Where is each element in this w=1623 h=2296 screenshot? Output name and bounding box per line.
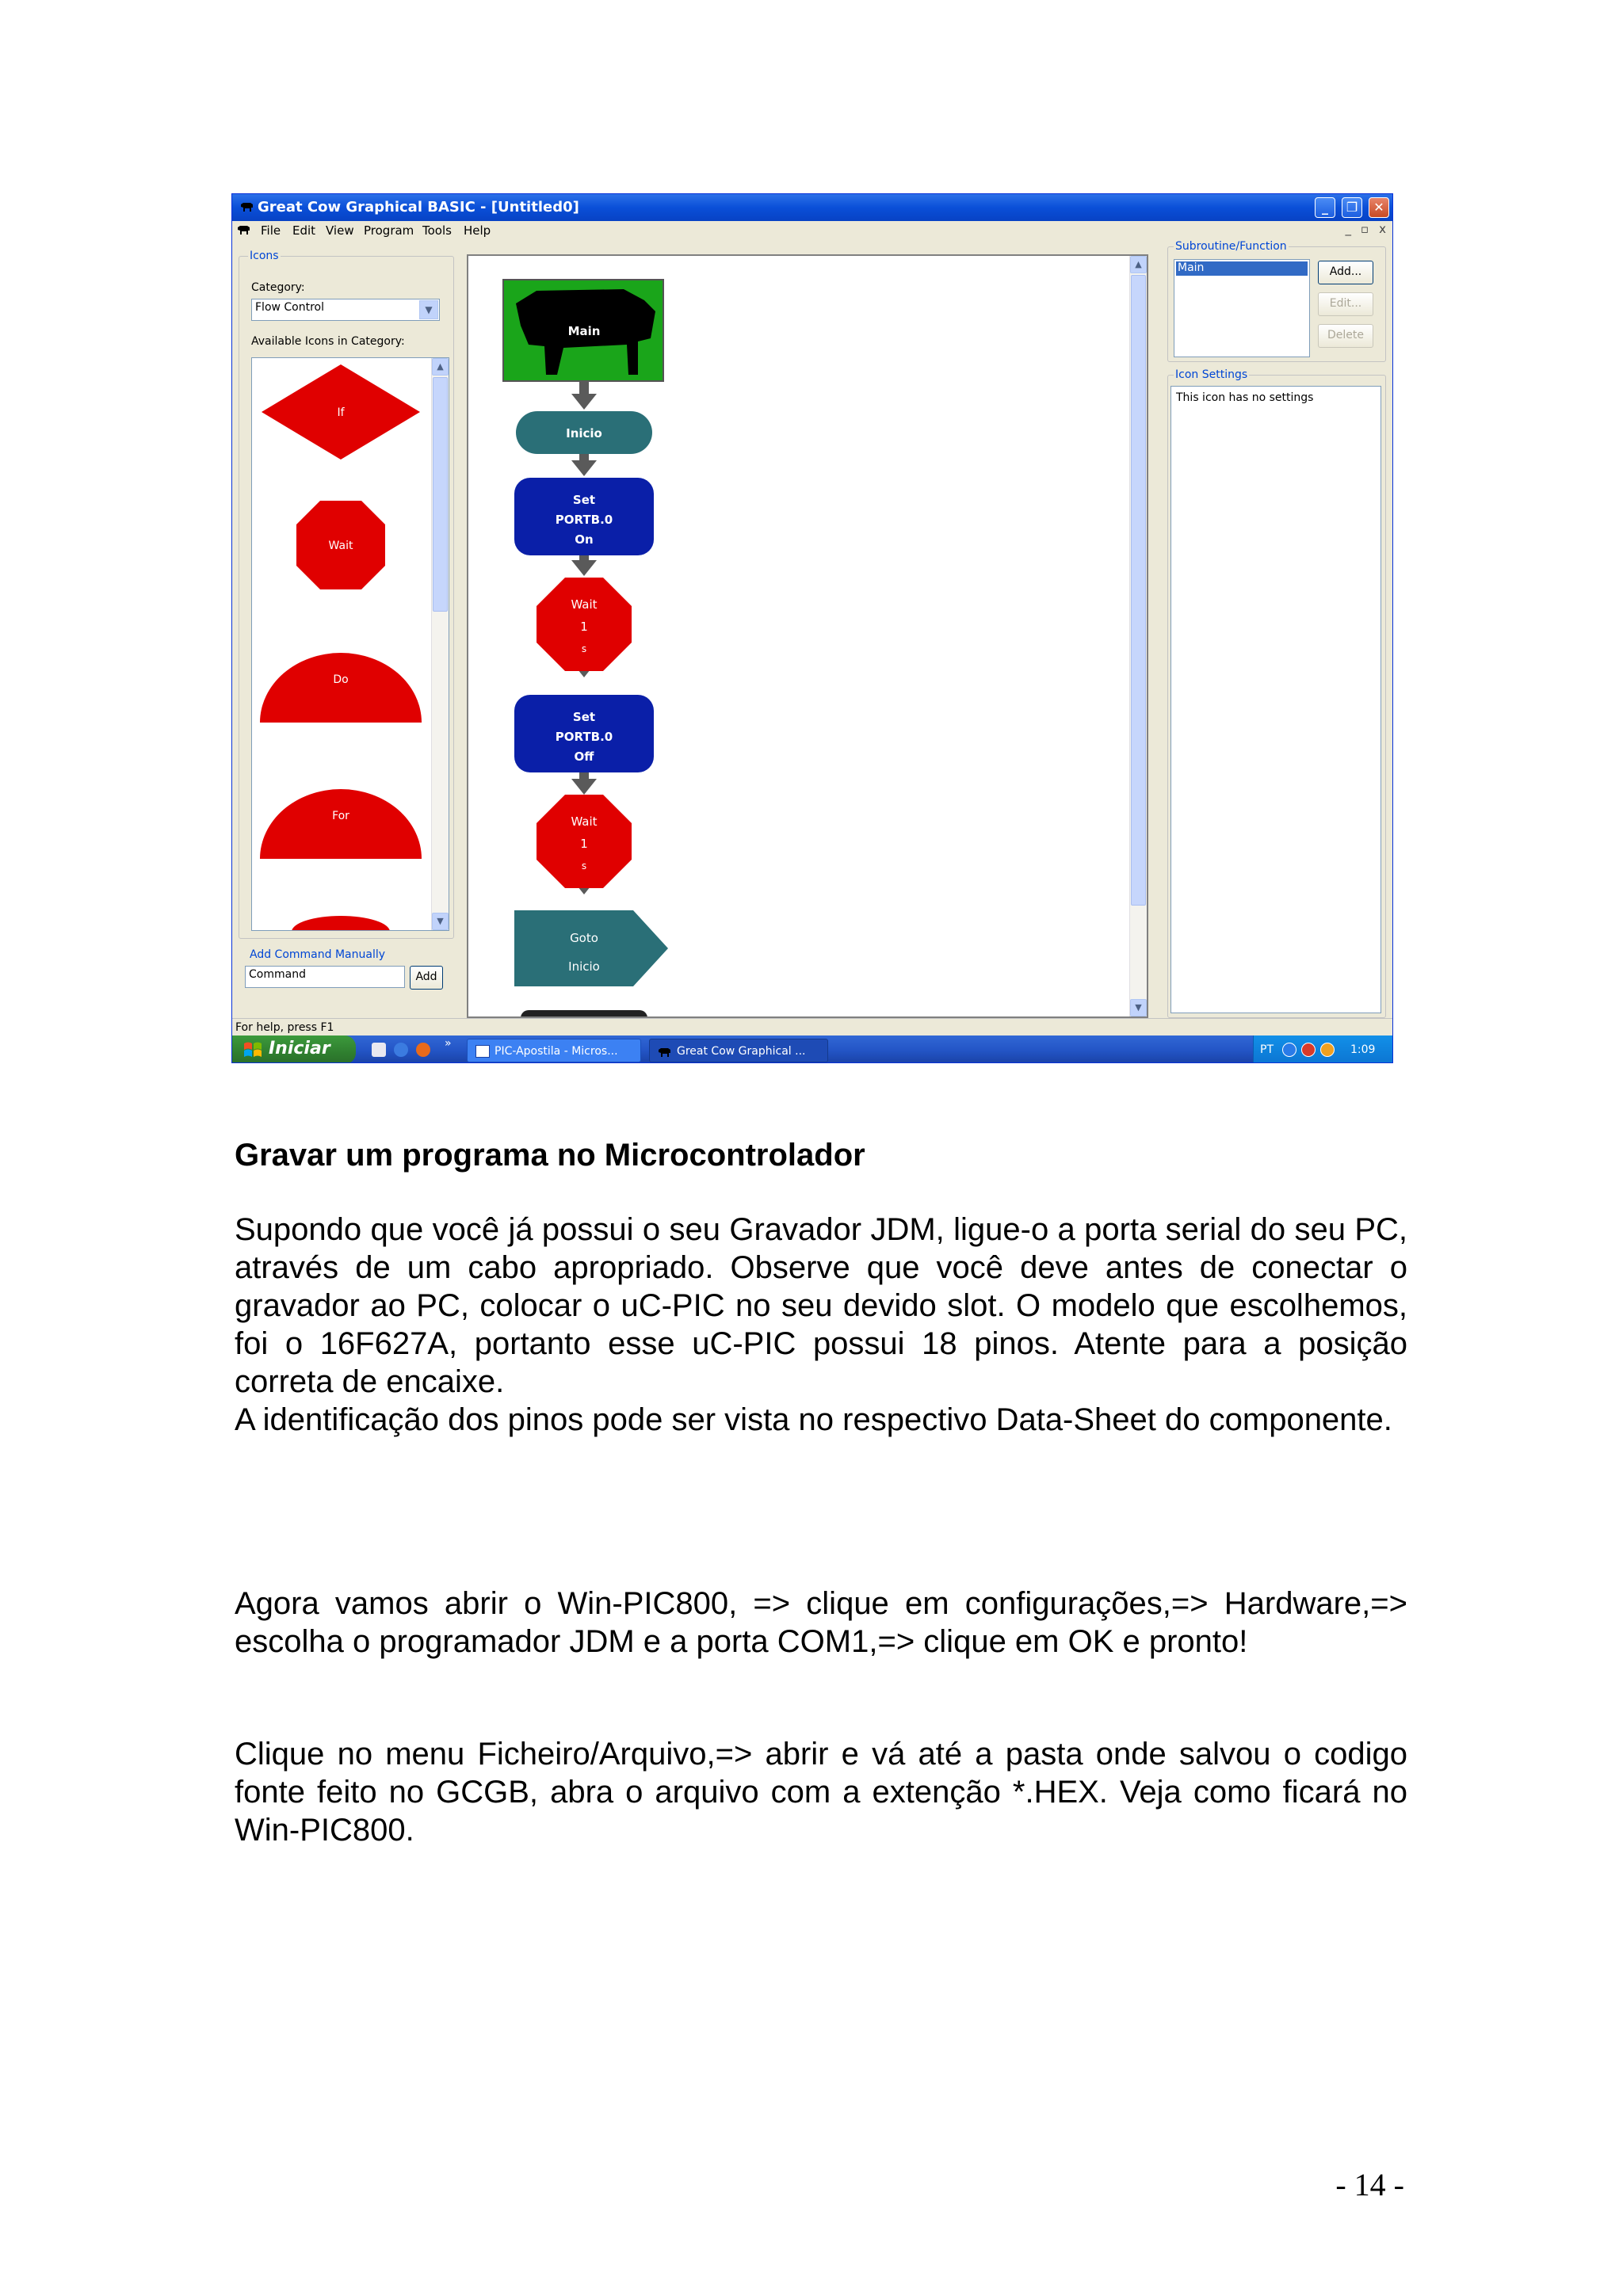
start-label: Iniciar [269, 1039, 330, 1058]
status-text: For help, press F1 [235, 1021, 334, 1034]
scroll-down-icon[interactable]: ▼ [432, 913, 449, 930]
set-on-line1: Set [572, 493, 596, 507]
inicio-label: Inicio [566, 426, 602, 441]
window-title: Great Cow Graphical BASIC - [Untitled0] [258, 199, 579, 215]
quicklaunch-desktop-icon[interactable] [372, 1043, 386, 1057]
windows-flag-icon [243, 1041, 262, 1058]
do-icon [260, 653, 422, 723]
icon-label-wait: Wait [328, 540, 353, 552]
for-icon [260, 789, 422, 859]
paragraph-3: Clique no menu Ficheiro/Arquivo,=> abrir e vá até a pasta onde salvou o codigo fonte feito no GCGB, abra o arquivo com a extenção *.HEX. Veja como ficará no Win-PIC800. [235, 1737, 1407, 1848]
icon-settings-text: This icon has no settings [1176, 391, 1314, 404]
command-input[interactable]: Command [245, 966, 405, 988]
wait2-line1: Wait [571, 814, 598, 829]
edit-subroutine-button[interactable]: Edit... [1318, 292, 1373, 316]
maximize-button[interactable]: ❐ [1342, 197, 1362, 218]
scroll-down-icon[interactable]: ▼ [1130, 999, 1147, 1016]
quicklaunch-chevron-icon[interactable]: » [445, 1037, 452, 1050]
wait1-line2: 1 [580, 620, 588, 634]
add-command-button[interactable]: Add [410, 966, 443, 990]
category-select[interactable]: Flow Control [251, 299, 440, 321]
subroutine-item-main[interactable]: Main [1176, 261, 1308, 276]
menu-program[interactable]: Program [364, 223, 414, 238]
flowchart [468, 256, 1131, 1016]
scroll-up-icon[interactable]: ▲ [432, 358, 449, 376]
mdi-close-button[interactable]: x [1379, 222, 1386, 236]
cow-icon [658, 1047, 672, 1058]
flowchart-canvas[interactable] [467, 254, 1148, 1018]
gcgb-screenshot [231, 193, 1393, 1063]
icon-settings-panel [1170, 386, 1381, 1013]
delete-subroutine-button[interactable]: Delete [1318, 324, 1373, 348]
paragraph-1-text: Supondo que você já possui o seu Gravador JDM, ligue-o a porta serial do seu PC, através de um cabo apropriado. Observe que você deve antes de conectar o gravador ao PC, colocar o uC-PIC no seu devido slot. O modelo que escolhemos, foi o 16F627A, portanto esse uC-PIC possui 18 pinos. Atente para a posição correta de encaixe. [235, 1212, 1407, 1399]
window-titlebar[interactable] [232, 194, 1392, 221]
paragraph-2: Agora vamos abrir o Win-PIC800, => clique em configurações,=> Hardware,=> escolha o programador JDM e a porta COM1,=> clique em OK e pronto! [235, 1586, 1407, 1659]
set-on-line2: PORTB.0 [555, 513, 613, 527]
menu-bar [232, 221, 1392, 238]
mdi-minimize-button[interactable]: _ [1345, 222, 1351, 236]
mdi-restore-button[interactable]: ▫ [1360, 222, 1369, 236]
quicklaunch-ie-icon[interactable] [394, 1043, 408, 1057]
close-button[interactable]: ✕ [1369, 197, 1389, 218]
task2-label: Great Cow Graphical ... [677, 1045, 806, 1058]
paragraph-1 [235, 1211, 1407, 1439]
right-panel [1167, 238, 1389, 1023]
quicklaunch-firefox-icon[interactable] [416, 1043, 430, 1057]
cow-icon [237, 224, 251, 235]
menu-view[interactable]: View [326, 223, 354, 238]
partial-icon [292, 916, 390, 931]
set-off-line3: Off [574, 749, 594, 764]
scroll-thumb[interactable] [433, 377, 448, 612]
icon-label-do: Do [333, 673, 349, 686]
start-button[interactable] [232, 1035, 356, 1063]
goto-inicio-icon [514, 910, 668, 986]
icon-settings-label: Icon Settings [1175, 368, 1248, 381]
icon-palette [252, 358, 431, 931]
page-number: - 14 - [1335, 2167, 1404, 2203]
category-label: Category: [251, 281, 305, 294]
menu-file[interactable]: File [261, 223, 281, 238]
wait1-line3: s [581, 643, 587, 654]
cow-icon [240, 201, 254, 212]
menu-tools[interactable]: Tools [422, 223, 452, 238]
system-tray [1253, 1035, 1392, 1063]
language-indicator[interactable]: PT [1260, 1043, 1274, 1056]
tray-arrow-icon[interactable] [1282, 1043, 1296, 1057]
clock: 1:09 [1350, 1043, 1376, 1056]
minimize-button[interactable]: _ [1315, 197, 1335, 218]
wait1-line1: Wait [571, 597, 598, 612]
scroll-up-icon[interactable]: ▲ [1130, 256, 1147, 273]
set-off-line2: PORTB.0 [555, 730, 613, 744]
add-command-label: Add Command Manually [250, 948, 386, 961]
available-icons-list[interactable] [251, 357, 449, 931]
status-bar [232, 1018, 1392, 1035]
icon-label-for: For [332, 810, 349, 822]
paragraph-1b-text: A identificação dos pinos pode ser vista no respectivo Data-Sheet do componente. [235, 1402, 1392, 1437]
icons-scrollbar[interactable] [431, 358, 449, 930]
subroutine-label: Subroutine/Function [1175, 240, 1287, 253]
task1-label: PIC-Apostila - Micros... [495, 1045, 618, 1058]
subroutine-list[interactable] [1174, 259, 1310, 357]
canvas-scrollbar[interactable] [1129, 256, 1147, 1016]
section-heading: Gravar um programa no Microcontrolador [235, 1138, 865, 1173]
task-gcgb[interactable] [649, 1039, 828, 1062]
tray-update-icon[interactable] [1320, 1043, 1335, 1057]
icons-group-label: Icons [250, 250, 279, 262]
menu-edit[interactable]: Edit [292, 223, 316, 238]
word-icon [475, 1045, 490, 1058]
wait2-line2: 1 [580, 837, 588, 851]
available-icons-label: Available Icons in Category: [251, 335, 405, 348]
menu-help[interactable]: Help [464, 223, 491, 238]
set-on-line3: On [575, 532, 594, 547]
task-word-document[interactable] [467, 1039, 641, 1062]
scroll-thumb[interactable] [1131, 275, 1146, 906]
icon-label-if: If [337, 406, 345, 419]
add-subroutine-button[interactable]: Add... [1318, 261, 1373, 284]
main-label: Main [567, 324, 601, 338]
taskbar [232, 1035, 1392, 1063]
chevron-down-icon[interactable]: ▼ [419, 300, 438, 319]
wait2-line3: s [581, 860, 587, 871]
tray-security-icon[interactable] [1301, 1043, 1316, 1057]
goto-line2: Inicio [568, 959, 600, 974]
partial-next-icon [521, 1010, 647, 1016]
set-off-line1: Set [572, 710, 596, 724]
goto-line1: Goto [570, 931, 598, 945]
